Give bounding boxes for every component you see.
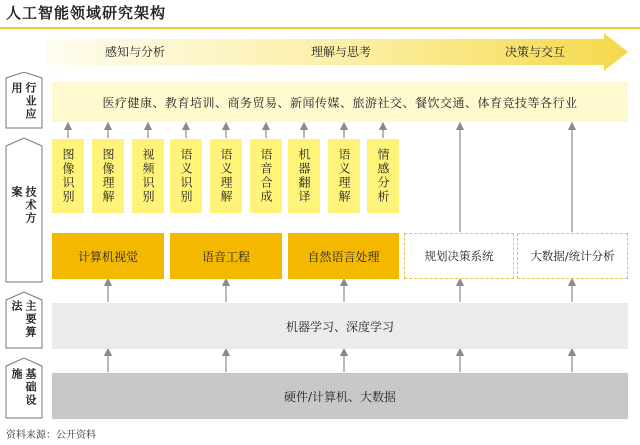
tech-bigdata-statistics: 大数据/统计分析 xyxy=(517,233,628,279)
tech-group-computer-vision: 计算机视觉 xyxy=(52,233,164,279)
tech-item-semantic-understanding-2: 语义理解 xyxy=(328,139,360,213)
tech-item-video-recognition: 视频识别 xyxy=(132,139,164,213)
infrastructure-band: 硬件/计算机、大数据 xyxy=(52,373,628,419)
algorithm-band: 机器学习、深度学习 xyxy=(52,303,628,349)
flow-segment-decision: 决策与交互 xyxy=(504,44,565,59)
row-label-infra: 基础设施 xyxy=(10,368,37,407)
tech-item-image-recognition: 图像识别 xyxy=(52,139,84,213)
row-label-tech: 技术方案 xyxy=(10,186,37,225)
industry-band: 医疗健康、教育培训、商务贸易、新闻传媒、旅游社交、餐饮交通、体育竞技等各行业 xyxy=(52,82,628,122)
tech-item-semantic-recognition: 语义识别 xyxy=(170,139,202,213)
tech-group-nlp: 自然语言处理 xyxy=(288,233,399,279)
tech-item-machine-translation: 机器翻译 xyxy=(288,139,320,213)
tech-item-image-understanding: 图像理解 xyxy=(92,139,124,213)
tech-item-sentiment-analysis: 情感分析 xyxy=(367,139,399,213)
row-label-algo: 主要算法 xyxy=(10,300,37,339)
flow-segment-perception: 感知与分析 xyxy=(104,44,165,59)
tech-group-speech-engineering: 语音工程 xyxy=(170,233,282,279)
flow-segment-understanding: 理解与思考 xyxy=(310,44,371,59)
tech-item-semantic-understanding: 语义理解 xyxy=(210,139,242,213)
page-title: 人工智能领域研究架构 xyxy=(6,4,167,22)
tech-item-speech-synthesis: 语音合成 xyxy=(250,139,282,213)
tech-planning-decision: 规划决策系统 xyxy=(404,233,514,279)
source-note: 资料来源：公开资料 xyxy=(6,430,96,441)
row-label-industry: 行业应用 xyxy=(10,82,37,121)
